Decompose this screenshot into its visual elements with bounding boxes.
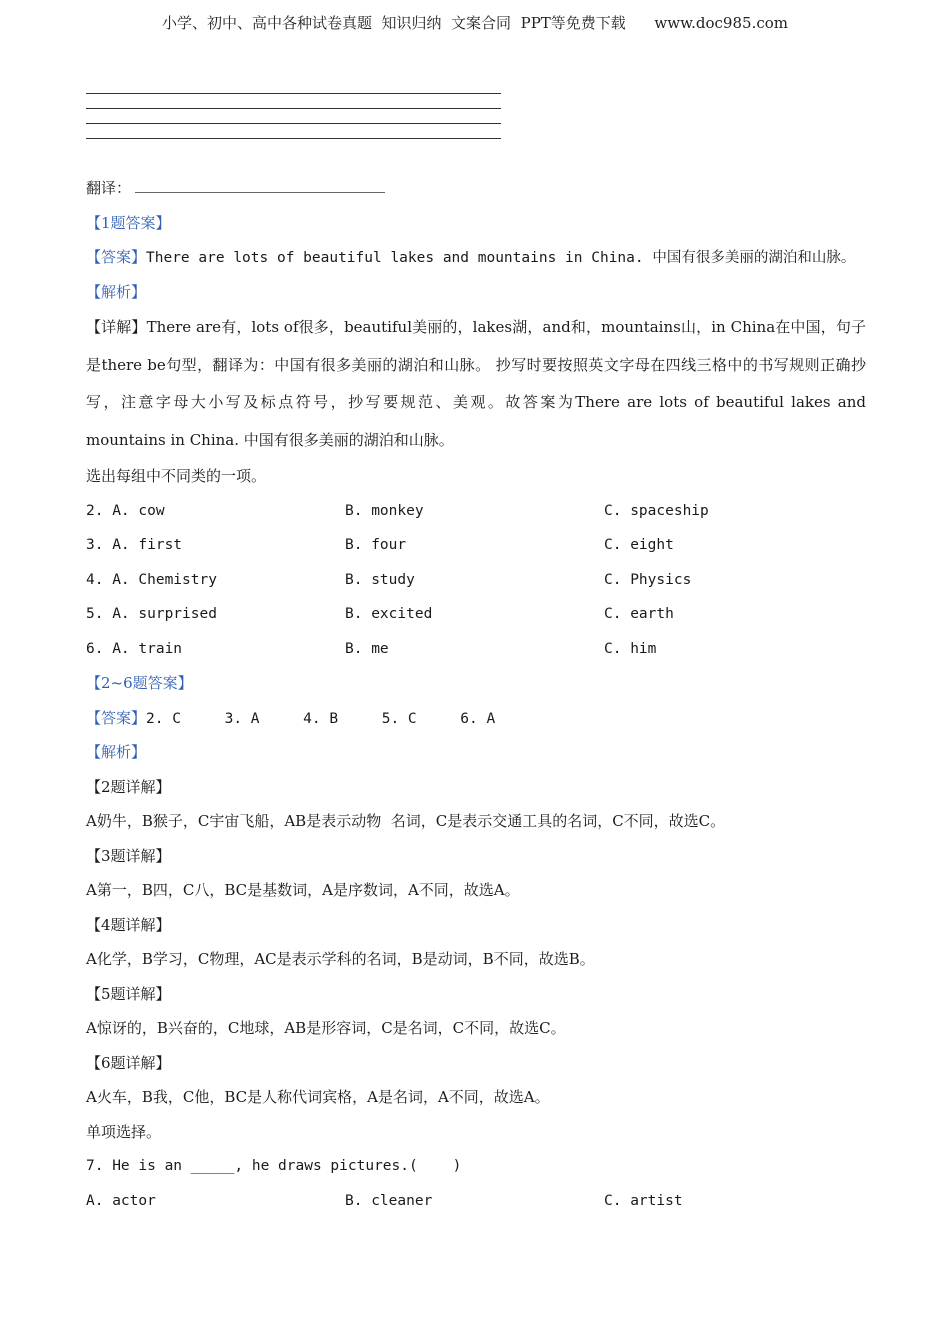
- detail-title: 【6题详解】: [86, 1053, 171, 1072]
- detail-text: A第一，B四，C八，BC是基数词，A是序数词，A不同，故选A。: [86, 881, 520, 899]
- option-c: C. artist: [604, 1192, 683, 1209]
- detail-title: 【3题详解】: [86, 846, 171, 865]
- option-b: B. four: [345, 537, 407, 553]
- option-b: B. monkey: [345, 502, 424, 519]
- grid-line: [86, 138, 501, 139]
- option-a: 6. A. train: [86, 640, 183, 657]
- section2-answer-title: 【2~6题答案】: [86, 674, 193, 692]
- section2-instruction: 选出每组中不同类的一项。: [86, 467, 267, 485]
- question-row: [86, 563, 866, 598]
- answers-text: 2. C 3. A 4. B 5. C 6. A: [146, 710, 496, 727]
- option-c: C. earth: [604, 606, 674, 622]
- question-row: [86, 494, 866, 529]
- section2-answers: [86, 701, 866, 736]
- answer-tag: 【答案】: [86, 708, 147, 727]
- detail-text: A奶牛，B猴子，C宇宙飞船，AB是表示动物 名词，C是表示交通工具的名词，C不同，故选C。: [86, 812, 726, 830]
- question-row: [86, 632, 866, 667]
- grid-line: [86, 108, 501, 109]
- detail-title: 【4题详解】: [86, 915, 171, 934]
- q1-answer: [86, 240, 866, 275]
- translation-blank[interactable]: [135, 174, 385, 193]
- translation-label: 翻译：: [86, 179, 132, 197]
- q1-answer-title: 【1题答案】: [86, 213, 171, 232]
- detail-tag: 【详解】: [86, 318, 147, 336]
- q1-answer-text: There are lots of beautiful lakes and mountains in China. 中国有很多美丽的湖泊和山脉。: [146, 250, 856, 266]
- option-b: B. excited: [345, 606, 433, 622]
- option-a: 3. A. first: [86, 537, 183, 553]
- question-row: [86, 528, 866, 563]
- translation-row: [86, 171, 866, 206]
- question-row: [86, 597, 866, 632]
- detail-title: 【2题详解】: [86, 777, 171, 796]
- section2-analysis-title: 【解析】: [86, 743, 147, 761]
- option-c: C. Physics: [604, 571, 692, 588]
- option-a: 5. A. surprised: [86, 606, 217, 622]
- option-b: B. study: [345, 571, 415, 588]
- option-b: B. me: [345, 640, 389, 657]
- detail-text: A火车，B我，C他，BC是人称代词宾格，A是名词，A不同，故选A。: [86, 1088, 550, 1106]
- q7-options: [86, 1184, 866, 1219]
- option-a: 2. A. cow: [86, 502, 165, 519]
- option-a: A. actor: [86, 1192, 156, 1209]
- q1-detail: [86, 309, 866, 459]
- option-b: B. cleaner: [345, 1192, 433, 1209]
- option-c: C. eight: [604, 537, 674, 553]
- page-header: 小学、初中、高中各种试卷真题 知识归纳 文案合同 PPT等免费下载 www.doc985.com: [161, 14, 788, 32]
- section3-instruction: 单项选择。: [86, 1122, 162, 1141]
- detail-text: A化学，B学习，C物理，AC是表示学科的名词，B是动词，B不同，故选B。: [86, 950, 595, 968]
- grid-line: [86, 123, 501, 124]
- q7-stem: 7. He is an _____, he draws pictures.( ): [86, 1158, 462, 1174]
- grid-line: [86, 93, 501, 94]
- q1-detail-text: There are有，lots of很多，beautiful美丽的，lakes湖，and和，mountains山，in China在中国，句子是there be句型，翻译为：中国有很多美丽的湖泊和山脉。 抄写时要按照英文字母在四线三格中的书写规则正确抄写，注意字母大小写及标点符号，抄写要规范、美观。故答案为There are lots of beautiful lakes and mountains in China. 中国有很多美丽的湖泊和山脉。: [86, 318, 866, 449]
- option-a: 4. A. Chemistry: [86, 571, 217, 588]
- document-body: [86, 171, 866, 1218]
- detail-title: 【5题详解】: [86, 984, 171, 1003]
- answer-tag: 【答案】: [86, 248, 147, 266]
- four-line-grid: [86, 93, 501, 153]
- q1-analysis-title: 【解析】: [86, 282, 147, 301]
- detail-text: A惊讶的，B兴奋的，C地球，AB是形容词，C是名词，C不同，故选C。: [86, 1019, 566, 1037]
- option-c: C. spaceship: [604, 502, 709, 519]
- option-c: C. him: [604, 640, 657, 657]
